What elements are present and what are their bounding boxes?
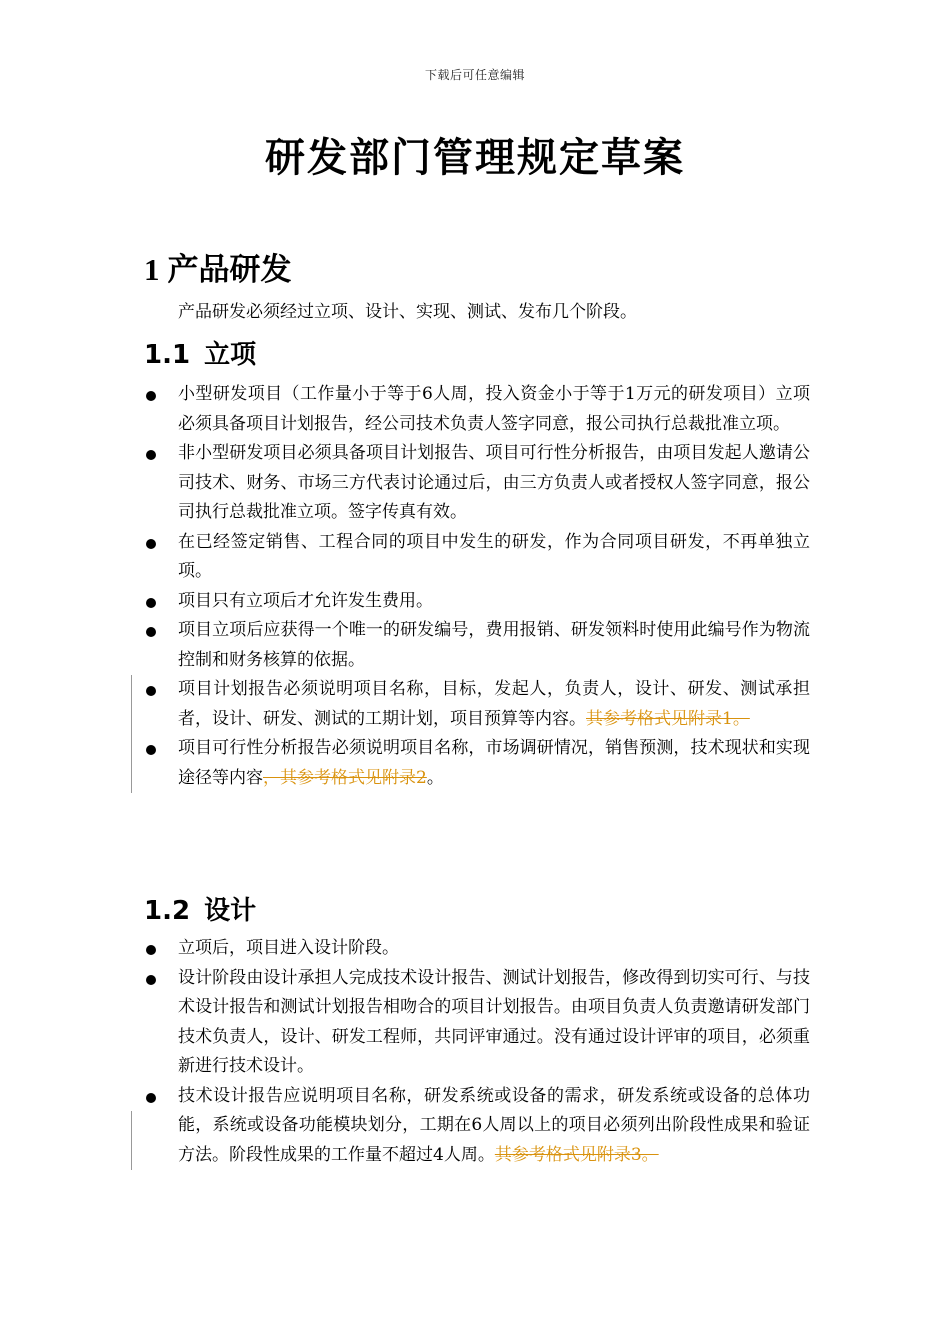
bullet-icon [146, 745, 156, 755]
bullet-icon [146, 539, 156, 549]
item-body-text: 设计阶段由设计承担人完成技术设计报告、测试计划报告，修改得到切实可行、与技术设计报告和测试计划报告相吻合的项目计划报告。由项目负责人负责邀请研发部门技术负责人，设计、研发工程师，共同评审通过。没有通过设计评审的项目，必须重新进行技术设计。 [178, 967, 810, 1076]
bullet-icon [146, 945, 156, 955]
list-item [144, 964, 810, 1082]
list-item [144, 616, 810, 675]
document-title: 研发部门管理规定草案 [265, 135, 685, 181]
bullet-icon [146, 598, 156, 608]
bullet-icon [146, 1093, 156, 1103]
item-body-text: 项目立项后应获得一个唯一的研发编号，费用报销、研发领料时使用此编号作为物流控制和财务核算的依据。 [178, 620, 810, 670]
section-title: 产品研发 [167, 252, 292, 288]
list-item [144, 934, 810, 964]
subsection-number: 1.2 [144, 896, 191, 926]
item-body-text: 项目可行性分析报告必须说明项目名称，市场调研情况，销售预测，技术现状和实现途径等内容 [178, 738, 810, 788]
approval-bullet-list [144, 380, 810, 793]
list-item-text [178, 1082, 810, 1171]
list-item [144, 439, 810, 528]
list-item [144, 587, 810, 617]
revision-change-bar [131, 675, 132, 734]
list-item [144, 675, 810, 734]
bullet-icon [146, 686, 156, 696]
list-item-text [178, 616, 810, 675]
list-item-text [178, 734, 810, 793]
list-item-text [178, 439, 810, 528]
subsection-title: 立项 [204, 340, 257, 370]
bullet-icon [146, 627, 156, 637]
revision-change-bar [131, 1111, 132, 1170]
item-body-text: 在已经签定销售、工程合同的项目中发生的研发，作为合同项目研发，不再单独立项。 [178, 531, 810, 581]
list-item-text [178, 964, 810, 1082]
tracked-deletion: ，其参考格式见附录2 [263, 767, 427, 788]
list-item [144, 1082, 810, 1171]
list-item [144, 528, 810, 587]
list-item-text [178, 528, 810, 587]
subsection-title: 设计 [204, 896, 257, 926]
list-item-text [178, 934, 810, 964]
list-item [144, 380, 810, 439]
item-body-text: 立项后，项目进入设计阶段。 [178, 938, 399, 958]
item-tail-text: 。 [426, 767, 444, 788]
bullet-icon [146, 450, 156, 460]
item-body-text: 项目计划报告必须说明项目名称，目标，发起人，负责人，设计、研发、测试承担者，设计、研发、测试的工期计划，项目预算等内容。 [178, 679, 810, 729]
list-item-text [178, 380, 810, 439]
tracked-deletion: 其参考格式见附录1。 [586, 708, 750, 729]
bullet-icon [146, 391, 156, 401]
section-number: 1 [144, 252, 160, 287]
list-item-text [178, 587, 810, 617]
subsection-heading-design [144, 890, 256, 927]
page-header-note: 下载后可任意编辑 [424, 68, 525, 82]
tracked-deletion: 其参考格式见附录3。 [494, 1144, 659, 1165]
section-heading-product-development [144, 244, 292, 289]
list-item-text [178, 675, 810, 734]
section-intro: 产品研发必须经过立项、设计、实现、测试、发布几个阶段。 [178, 302, 637, 322]
design-bullet-list [144, 934, 810, 1170]
item-body-text: 技术设计报告应说明项目名称，研发系统或设备的需求，研发系统或设备的总体功能，系统或设备功能模块划分，工期在6人周以上的项目必须列出阶段性成果和验证方法。阶段性成果的工作量不超过4人周。 [178, 1085, 810, 1165]
subsection-number: 1.1 [144, 340, 191, 370]
list-item [144, 734, 810, 793]
item-body-text: 非小型研发项目必须具备项目计划报告、项目可行性分析报告，由项目发起人邀请公司技术、财务、市场三方代表讨论通过后，由三方负责人或者授权人签字同意，报公司执行总裁批准立项。签字传真有效。 [178, 443, 810, 522]
item-body-text: 项目只有立项后才允许发生费用。 [178, 590, 433, 611]
subsection-heading-project-approval [144, 334, 256, 371]
item-body-text: 小型研发项目（工作量小于等于6人周，投入资金小于等于1万元的研发项目）立项必须具备项目计划报告，经公司技术负责人签字同意，报公司执行总裁批准立项。 [178, 384, 810, 434]
revision-change-bar [131, 734, 132, 793]
bullet-icon [146, 975, 156, 985]
